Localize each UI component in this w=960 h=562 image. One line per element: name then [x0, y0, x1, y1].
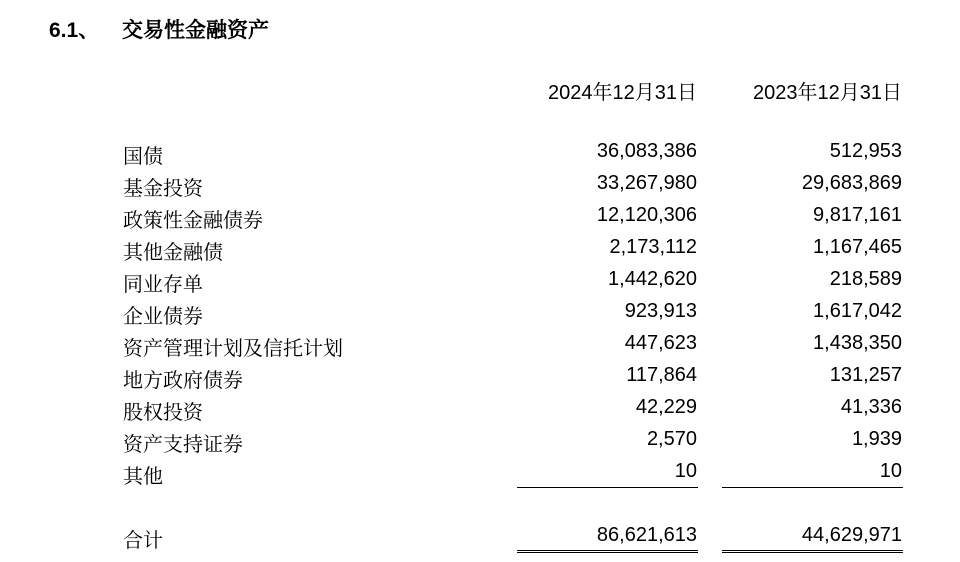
total-label: 合计: [123, 530, 163, 552]
value-2023: 1,617,042: [813, 300, 902, 322]
row-label: 股权投资: [123, 402, 203, 424]
value-2023: 10: [879, 460, 902, 482]
value-2024: 2,570: [646, 428, 697, 450]
total-double-rule-2023: [722, 550, 903, 553]
value-2024: 12,120,306: [596, 204, 697, 226]
value-2023: 1,438,350: [813, 332, 902, 354]
column-header-2024: 2024年12月31日: [548, 82, 697, 104]
row-label: 同业存单: [123, 274, 203, 296]
value-2023: 29,683,869: [801, 172, 902, 194]
row-label: 资产管理计划及信托计划: [123, 338, 343, 360]
value-2024: 2,173,112: [609, 236, 697, 258]
value-2024: 117,864: [626, 364, 697, 386]
row-label: 其他金融债: [123, 242, 223, 264]
section-number: 6.1、: [49, 19, 100, 42]
total-double-rule-2024: [517, 550, 698, 553]
row-label: 地方政府债券: [123, 370, 243, 392]
table-row: [0, 140, 960, 172]
row-label: 国债: [123, 146, 163, 168]
column-header-2023: 2023年12月31日: [753, 82, 902, 104]
section-heading: [49, 14, 269, 44]
value-2024: 923,913: [624, 300, 697, 322]
total-2024: 86,621,613: [596, 524, 697, 546]
value-2023: 218,589: [829, 268, 902, 290]
value-2024: 42,229: [635, 396, 697, 418]
row-label: 政策性金融债券: [123, 210, 263, 232]
row-label: 基金投资: [123, 178, 203, 200]
value-2023: 512,953: [829, 140, 902, 162]
table-row: [0, 172, 960, 204]
table-row: [0, 236, 960, 268]
row-label: 其他: [123, 466, 163, 488]
row-label: 资产支持证券: [123, 434, 243, 456]
value-2024: 10: [674, 460, 697, 482]
section-title: 交易性金融资产: [122, 19, 269, 42]
subtotal-rule-2023: [722, 487, 903, 488]
table-row: [0, 268, 960, 300]
total-2023: 44,629,971: [801, 524, 902, 546]
table-row: [0, 332, 960, 364]
table-row: [0, 428, 960, 460]
table-row: [0, 204, 960, 236]
value-2023: 131,257: [829, 364, 902, 386]
value-2024: 447,623: [624, 332, 697, 354]
value-2023: 1,939: [851, 428, 902, 450]
subtotal-rule-2024: [517, 487, 698, 488]
row-label: 企业债券: [123, 306, 203, 328]
value-2024: 33,267,980: [596, 172, 697, 194]
value-2024: 36,083,386: [596, 140, 697, 162]
value-2023: 1,167,465: [813, 236, 902, 258]
table-row: [0, 300, 960, 332]
value-2023: 41,336: [840, 396, 902, 418]
value-2024: 1,442,620: [608, 268, 697, 290]
value-2023: 9,817,161: [813, 204, 902, 226]
table-row: [0, 364, 960, 396]
table-row: [0, 396, 960, 428]
